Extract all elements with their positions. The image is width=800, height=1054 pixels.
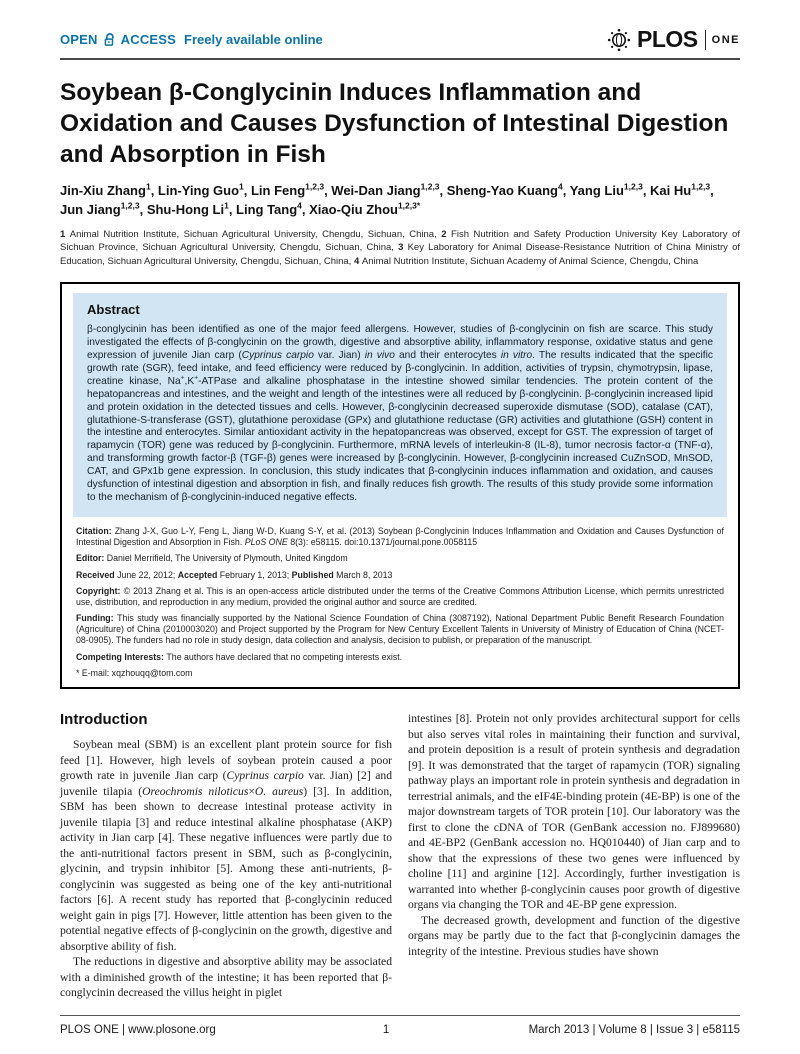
- footer-page-number: 1: [382, 1023, 390, 1036]
- text-run: , Jun Jiang: [60, 183, 714, 217]
- text-run: 2: [441, 229, 452, 240]
- text-run: * E-mail: xqzhouqq@tom.com: [76, 667, 193, 678]
- text-run: The reductions in digestive and absorptive ability may be associated with a diminished growth of the intestine; it has been reported that β-conglycinin decreased the villus height in piglet: [60, 955, 392, 1000]
- text-run: intestines [8]. Protein not only provides architectural support for cells but also serves vital roles in maintaining their function and survival, and protein deposition is a result of protein synthesis and degradation [9]. It was demonstrated that the target of rapamycin (TOR) signaling pathway plays an important role in protein synthesis and degradation in terrestrial animals, and the eIF4E-binding protein (4E-BP) is one of the major downstream targets of TOR protein [10]. Our laboratory was the first to clone the cDNA of TOR (GenBank accession no. FJ899680) and 4E-BP2 (GenBank accession no. HQ010440) of Jian carp and to show that the expressions of these two genes were influenced by choline [11] and arginine [12]. Accordingly, further investigation is warranted into whether β-conglycinin causes poor growth of digestive organs via changing the TOR and 4E-BP gene expression.: [408, 712, 740, 912]
- text-run: Published: [291, 569, 337, 580]
- paragraph: [60, 737, 392, 954]
- paragraph: [408, 913, 740, 960]
- masthead-rule-divider: [60, 58, 740, 60]
- text-run: 1: [60, 229, 70, 240]
- text-run: Received: [76, 569, 118, 580]
- text-run: Key Laboratory for Animal Disease-Resistance Nutrition of China Ministry of Education, Sichuan Agricultural University, Chengdu, Sichuan, China,: [60, 242, 740, 267]
- text-run: February 1, 2013;: [219, 569, 292, 580]
- footer-rule-divider: [60, 1015, 740, 1016]
- text-run: Daniel Merrifield, The University of Plymouth, United Kingdom: [106, 553, 348, 564]
- text-run: Oreochromis niloticus: [142, 784, 249, 798]
- footer-issue-info: March 2013 | Volume 8 | Issue 3 | e58115: [528, 1023, 740, 1036]
- text-run: Jin-Xiu Zhang: [60, 183, 146, 198]
- text-run: Citation:: [76, 525, 115, 536]
- text-run: The authors have declared that no competing interests exist.: [166, 651, 403, 662]
- paragraph: [76, 652, 724, 663]
- open-access-banner: [60, 32, 323, 47]
- paragraph: [76, 553, 724, 564]
- abstract-heading: Abstract: [87, 302, 140, 318]
- text-run: and their enterocytes: [394, 350, 501, 362]
- text-run: March 8, 2013: [336, 569, 393, 580]
- text-run: O. aureus: [254, 784, 304, 798]
- text-run: PLoS ONE: [244, 536, 288, 547]
- text-run: , Sheng-Yao Kuang: [439, 183, 558, 198]
- text-run: 1: [239, 181, 244, 192]
- text-run: β-conglycinin has been identified as one of the major feed allergens. However, studies of β-conglycinin on fish are scarce. This study investigated the effects of β-conglycinin on the growth, digestive and absorptive ability, inflammatory response, oxidative status and gene expression of juvenile Jian carp (: [87, 324, 713, 362]
- text-run: June 22, 2012;: [117, 569, 178, 580]
- introduction-heading: Introduction: [60, 711, 148, 729]
- open-padlock-icon: [102, 32, 117, 47]
- text-run: Editor:: [76, 553, 107, 564]
- page-footer: [60, 1001, 740, 1036]
- footer-journal-url: PLOS ONE | www.plosone.org: [60, 1023, 216, 1036]
- paragraph: [76, 613, 724, 646]
- text-run: 1,2,3: [420, 181, 440, 192]
- text-run: , Xiao-Qiu Zhou: [301, 202, 398, 217]
- text-run: Animal Nutrition Institute, Sichuan Agricultural University, Chengdu, Sichuan, China,: [69, 229, 442, 240]
- text-run: +: [194, 374, 199, 382]
- left-column-paragraphs: [60, 737, 392, 1001]
- text-run: Cyprinus carpio: [241, 350, 314, 362]
- open-access-label-open: OPEN: [60, 32, 98, 47]
- text-run: 1,2,3: [397, 200, 417, 211]
- paragraph: [408, 711, 740, 913]
- text-run: Competing Interests:: [76, 651, 167, 662]
- text-run: Fish Nutrition and Safety Production University Key Laboratory of Sichuan Province, Sichuan Agricultural University, Chengdu, Sichuan, China,: [60, 229, 740, 254]
- plos-one-logo: [606, 26, 740, 53]
- abstract-body: [87, 324, 713, 505]
- text-run: Copyright:: [76, 586, 124, 597]
- text-run: , Ling Tang: [228, 202, 298, 217]
- text-run: ,K: [184, 375, 195, 387]
- one-wordmark: ONE: [711, 33, 740, 46]
- text-run: 1: [145, 181, 151, 192]
- author-list: [60, 181, 740, 219]
- paragraph: [76, 526, 724, 548]
- text-run: 1,2,3: [120, 200, 140, 211]
- text-run: © 2013 Zhang et al. This is an open-access article distributed under the terms of the Creative Commons Attribution License, which permits unrestricted use, distribution, and reproduction in any medium, provided the original author and source are credited.: [76, 586, 724, 607]
- text-run: . The results indicated that the specific growth rate (SGR), feed intake, and feed efficiency were reduced by β-conglycinin. In addition, activities of trypsin, chymotrypsin, lipase, creatine kinase, Na: [87, 350, 713, 387]
- text-run: Animal Nutrition Institute, Sichuan Academy of Animal Science, Chengdu, China: [361, 255, 699, 267]
- abstract-panel: [73, 293, 727, 517]
- article-metadata: [73, 517, 727, 679]
- text-run: 1,2,3: [305, 181, 325, 192]
- text-run: in vivo: [364, 350, 395, 362]
- text-run: , Yang Liu: [562, 183, 624, 198]
- text-run: This study was financially supported by the National Science Foundation of China (3087192), National Department Public Benefit Research Foundation (Agriculture) of China (2010003020) and Project supported by the Program for New Century Excellent Talents in University of Ministry of Education of China (NCET-08-0905). The funders had no role in study design, data collection and analysis, decision to publish, or preparation of the manuscript.: [76, 613, 724, 646]
- left-column: [60, 711, 392, 1001]
- text-run: , Lin Feng: [243, 183, 306, 198]
- text-run: 4: [558, 181, 563, 192]
- paragraph: [76, 570, 724, 581]
- masthead: [60, 26, 740, 53]
- right-column: [408, 711, 740, 1001]
- footer-row: [60, 1024, 740, 1036]
- text-run: in vitro: [500, 350, 533, 362]
- introduction-section: [60, 711, 740, 1001]
- affiliations: [60, 228, 740, 268]
- abstract-and-metadata-box: [60, 282, 740, 689]
- text-run: -ATPase and alkaline phosphatase in the intestine showed similar tendencies. The protein content of the hepatopancreas and intestines, and the weight and length of the intestines were all reduced by β-conglycinin. β-conglycinin increased lipid and protein oxidation in the detected tissues and cells. However, β-conglycinin decreased superoxide dismutase (SOD), catalase (CAT), glutathione-S-transferase (GST), glutathione peroxidase (GPx) and glutathione reductase (GR) activities and glutathione (GSH) content in the intestine and enterocytes. Similar antioxidant activity in the hepatopancreas was observed, except for GST. The expression of target of rapamycin (TOR) gene was reduced by β-conglycinin. Furthermore, mRNA levels of interleukin-8 (IL-8), tumor necrosis factor-α (TNF-α), and transforming growth factor-β (TGF-β) genes were increased by β-conglycinin. However, β-conglycinin increased CuZnSOD, MnSOD, CAT, and GPx1b gene expression. In conclusion, this study indicates that β-conglycinin induces inflammation and oxidation, and causes dysfunction of intestinal digestion and absorption in fish, and finally reduces fish growth. The results of this study provide some information to the mechanism of β-conglycinin-induced negative effects.: [87, 375, 713, 503]
- paragraph: [76, 668, 724, 679]
- text-run: Zhang J-X, Guo L-Y, Feng L, Jiang W-D, Kuang S-Y, et al. (2013) Soybean β-Conglycinin Induces Inflammation and Oxidation and Causes Dysfunction of Intestinal Digestion and Absorption in Fish.: [76, 525, 724, 547]
- text-run: ×: [248, 784, 255, 798]
- paragraph: [76, 586, 724, 608]
- text-run: 1: [224, 200, 229, 211]
- text-run: 8(3): e58115. doi:10.1371/journal.pone.0058115: [287, 536, 478, 547]
- text-run: Soybean meal (SBM) is an excellent plant protein source for fish feed [1]. However, high levels of soybean protein caused a poor growth rate in juvenile Jian carp (: [60, 738, 392, 783]
- text-run: var. Jian): [313, 350, 365, 362]
- text-run: var. Jian) [2] and juvenile tilapia (: [60, 769, 392, 798]
- logo-divider: [705, 30, 706, 50]
- text-run: , Wei-Dan Jiang: [324, 183, 421, 198]
- text-run: ) [3]. In addition, SBM has been shown to decrease intestinal protease activity in juvenile tilapia [3] and reduce intestinal alkaline phosphatase (AKP) activity in Jian carp [4]. These negative influences were partly due to the anti-nutritional factors present in SBM, such as β-conglycinin, glycinin, and trypsin inhibitor [5]. Among these anti-nutrients, β-conglycinin was suggested as being one of the key anti-nutritional factors [6]. A recent study has reported that β-conglycinin reduced weight gain in pigs [7]. However, little attention has been given to the potential negative effects of β-conglycinin on the growth, digestive and absorptive ability of fish.: [60, 784, 393, 953]
- text-run: , Shu-Hong Li: [139, 202, 225, 217]
- text-run: 1,2,3: [623, 181, 643, 192]
- text-run: 3: [398, 242, 408, 254]
- text-run: +: [180, 374, 185, 382]
- text-run: , Kai Hu: [642, 183, 692, 198]
- text-run: 4: [297, 200, 302, 211]
- text-run: 4: [353, 255, 362, 267]
- text-run: , Lin-Ying Guo: [150, 183, 240, 198]
- text-run: *: [416, 200, 421, 211]
- text-run: Cyprinus carpio: [226, 769, 304, 783]
- text-run: 1,2,3: [691, 181, 711, 192]
- plos-sphere-icon: [606, 27, 632, 53]
- text-run: The decreased growth, development and function of the digestive organs may be partly due to the fact that β-conglycinin damages the integrity of the intestine. Previous studies have shown: [408, 913, 740, 958]
- text-run: Accepted: [177, 569, 220, 580]
- paragraph: [60, 954, 392, 1001]
- article-title: Soybean β-Conglycinin Induces Inflammation and Oxidation and Causes Dysfunction of Intestinal Digestion and Absorption in Fish: [60, 79, 729, 168]
- open-access-label-access: ACCESS: [120, 32, 177, 47]
- plos-wordmark: PLOS: [637, 26, 698, 52]
- right-column-paragraphs: [408, 711, 740, 959]
- text-run: Funding:: [76, 613, 118, 624]
- freely-available-tagline: Freely available online: [184, 32, 323, 47]
